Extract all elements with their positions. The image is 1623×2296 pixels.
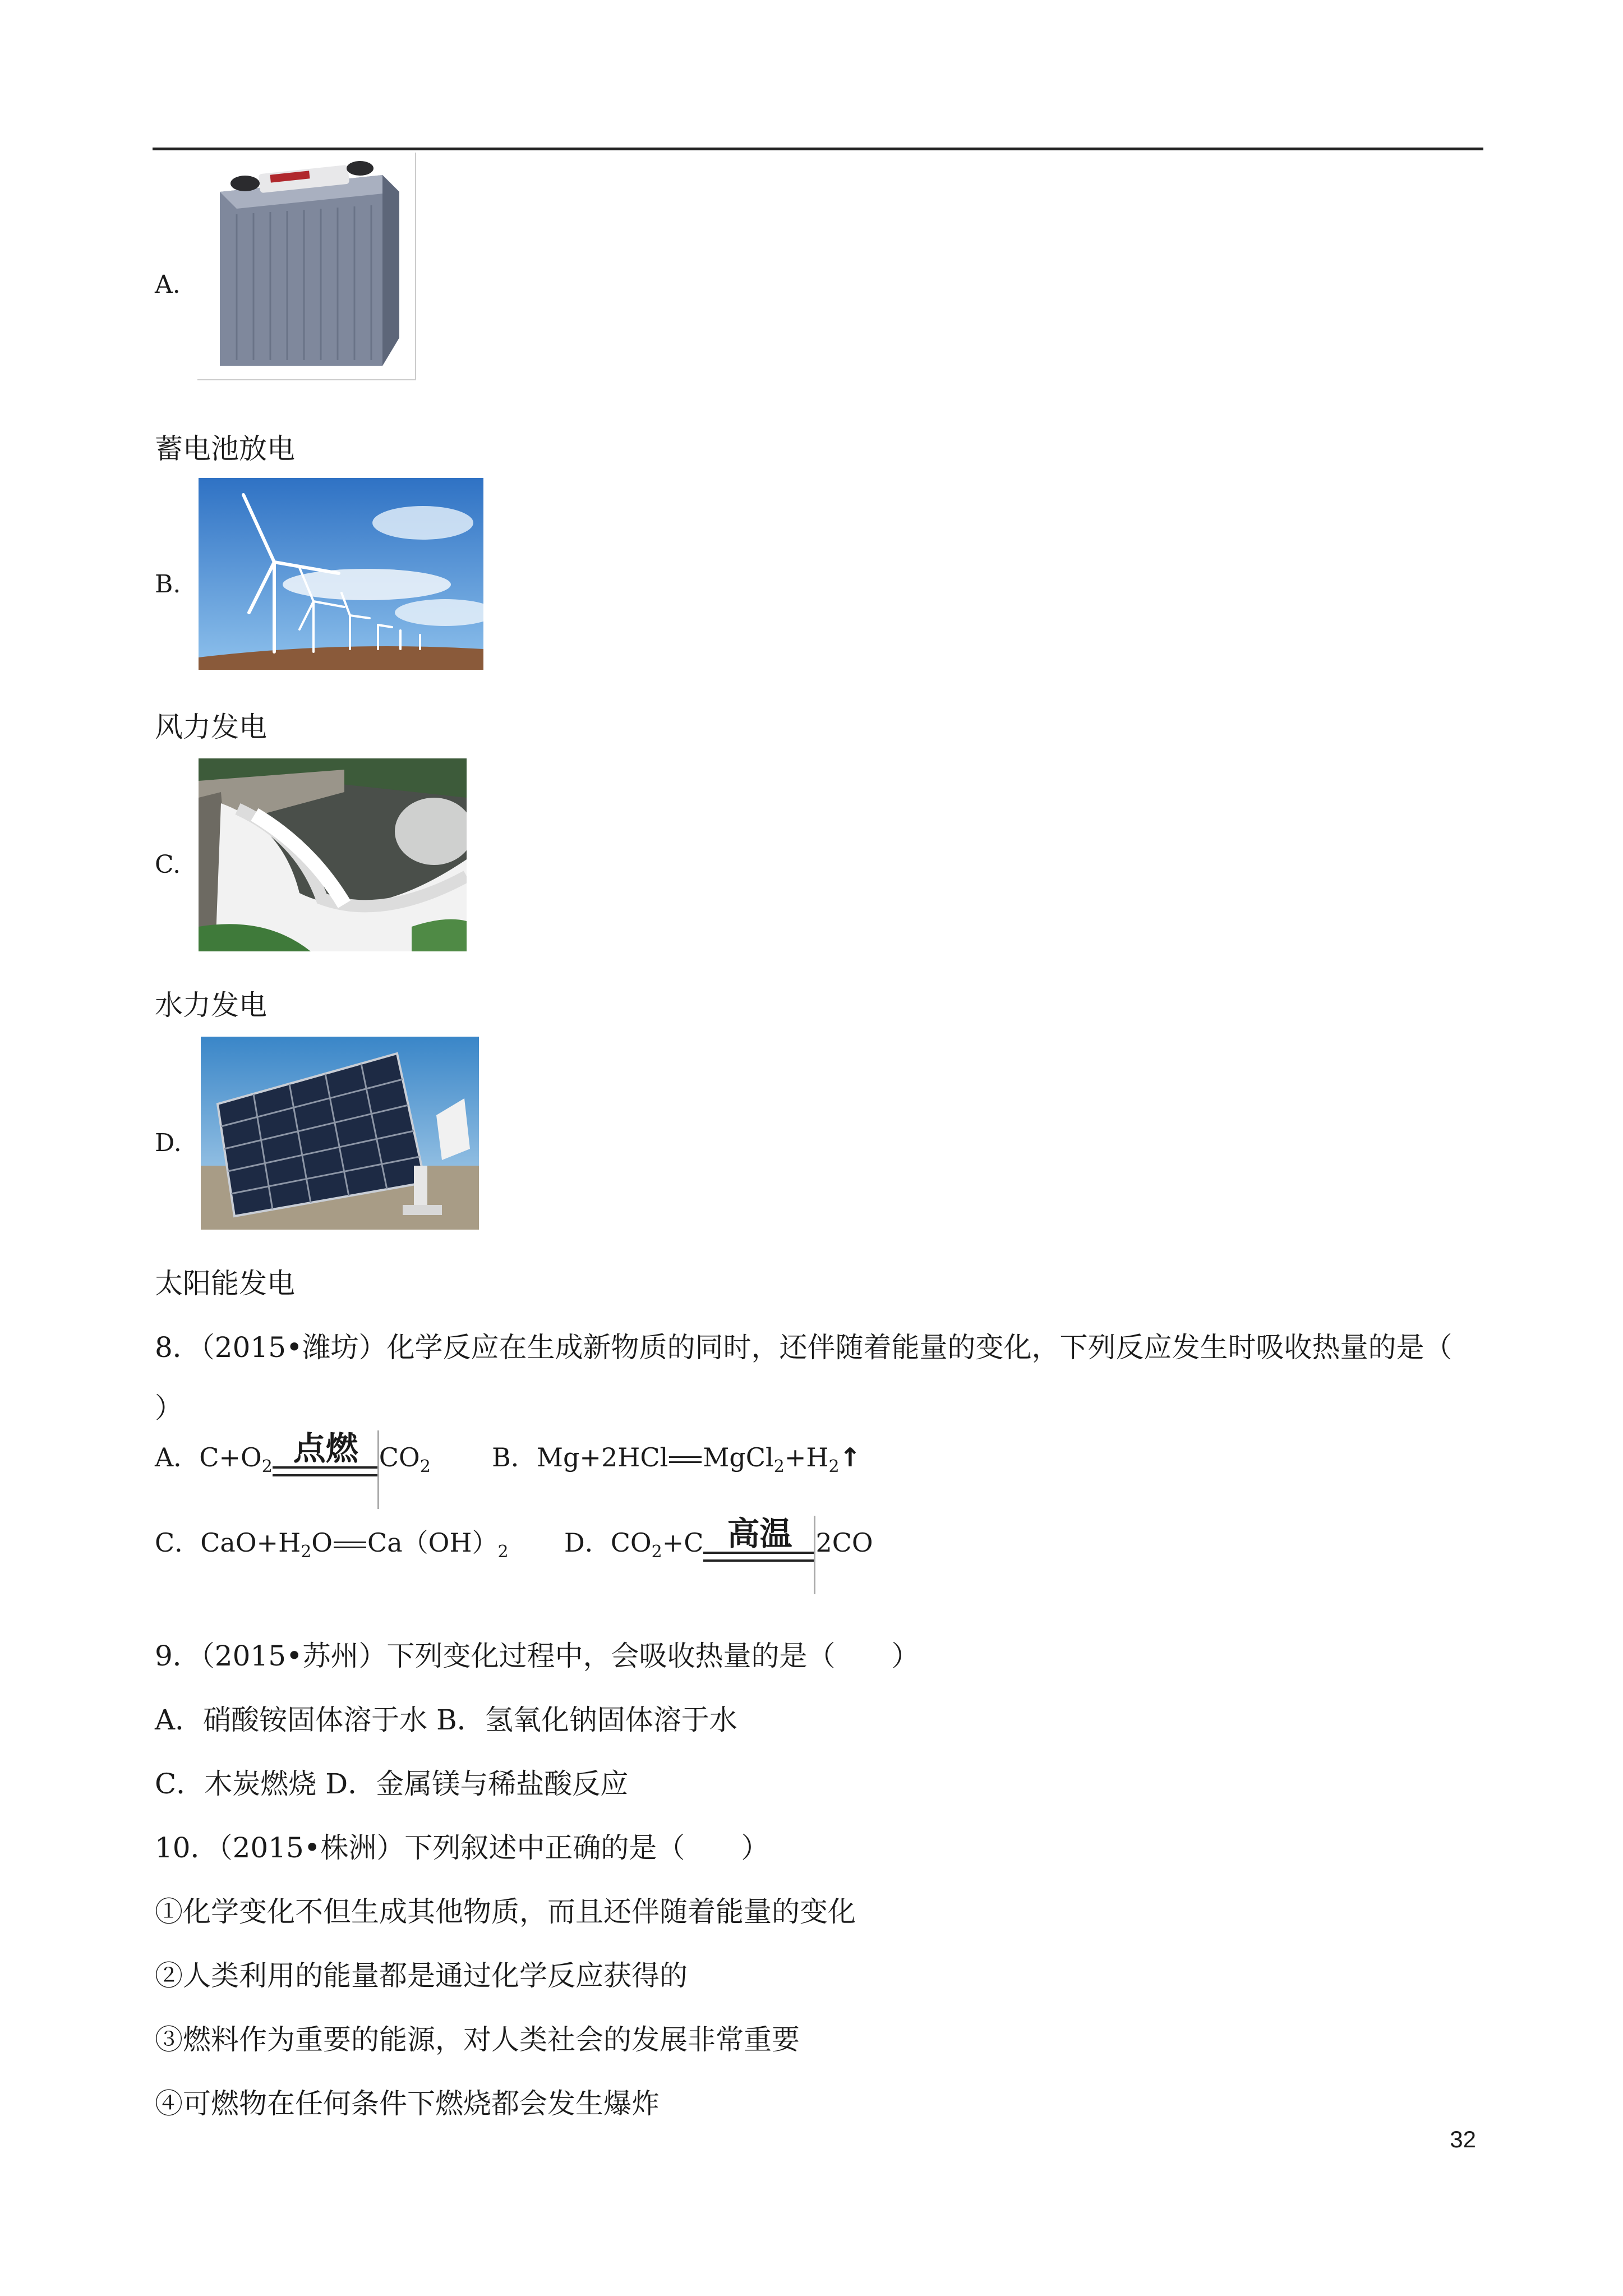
q8-d-condition-text: 高温	[727, 1515, 792, 1553]
q10-item-3: ③燃料作为重要的能源，对人类社会的发展非常重要	[155, 2023, 800, 2056]
wind-turbine-image	[199, 478, 483, 670]
q8-c-equals	[334, 1542, 366, 1548]
q8-c-reactants2: O	[311, 1527, 333, 1558]
q8-d-sub: 2	[651, 1542, 662, 1562]
q8-d-reactants: CO	[610, 1527, 652, 1558]
option-b-caption: 风力发电	[155, 711, 267, 743]
q8-c-reactants: CaO+H	[200, 1527, 301, 1558]
q8-c-product: Ca（OH）	[367, 1527, 498, 1558]
q10-item-2: ②人类利用的能量都是通过化学反应获得的	[155, 1959, 688, 1992]
option-c-label: C.	[155, 850, 181, 879]
q8-option-c-label: C．	[155, 1527, 201, 1558]
q8-d-condition-bars	[703, 1552, 815, 1562]
q8-b-product1: MgCl	[703, 1442, 774, 1473]
option-a-caption: 蓄电池放电	[155, 432, 295, 465]
q10-item-1: ①化学变化不但生成其他物质，而且还伴随着能量的变化	[155, 1895, 856, 1928]
q8-stem-line2: ）	[155, 1392, 183, 1424]
q8-c-sub: 2	[301, 1542, 312, 1562]
q10-item-4: ④可燃物在任何条件下燃烧都会发生爆炸	[155, 2087, 660, 2120]
q8-option-row-cd	[155, 1516, 873, 1562]
q8-d-reactants2: +C	[662, 1527, 704, 1558]
q8-a-sub: 2	[261, 1457, 273, 1476]
option-d-label: D.	[155, 1129, 182, 1157]
battery-image	[197, 153, 416, 380]
q8-d-product: 2CO	[815, 1527, 873, 1558]
q8-b-sub1: 2	[773, 1457, 785, 1476]
option-b-label: B.	[155, 570, 181, 599]
q8-a-condition-text: 点燃	[293, 1429, 358, 1467]
option-a-label: A.	[155, 270, 181, 299]
solar-panel-image	[201, 1037, 479, 1230]
q8-stem-line1: 8．（2015•潍坊）化学反应在生成新物质的同时，还伴随着能量的变化，下列反应发生时吸收热量的是（	[155, 1331, 1453, 1364]
option-c-caption: 水力发电	[155, 989, 267, 1022]
q8-a-product-sub: 2	[419, 1457, 431, 1476]
q8-b-reactants: Mg+2HCl	[536, 1442, 668, 1473]
q8-b-equals	[669, 1456, 702, 1463]
q8-d-condition-edge	[814, 1516, 815, 1594]
q8-option-a-label: A．	[155, 1442, 200, 1473]
q8-a-condition-bars	[273, 1466, 379, 1476]
q8-b-sub2: 2	[828, 1457, 840, 1476]
q8-d-condition	[703, 1516, 815, 1562]
q8-b-product2: +H	[784, 1442, 829, 1473]
hydropower-dam-image	[199, 758, 467, 951]
q8-a-product: CO	[379, 1442, 420, 1473]
q8-a-reactants: C+O	[199, 1442, 262, 1473]
q8-option-d-label: D．	[564, 1527, 611, 1558]
q8-c-product-sub: 2	[497, 1542, 509, 1562]
header-rule	[153, 148, 1483, 150]
q8-a-condition-edge	[377, 1430, 379, 1509]
q9-stem: 9．（2015•苏州）下列变化过程中，会吸收热量的是（ ）	[155, 1640, 920, 1672]
q8-option-row-ab	[155, 1430, 861, 1476]
q8-option-b-label: B．	[492, 1442, 537, 1473]
q8-b-gas-arrow-icon: ↑	[839, 1442, 861, 1473]
q10-stem: 10．（2015•株洲）下列叙述中正确的是（ ）	[155, 1832, 769, 1864]
q9-options-ab: A．硝酸铵固体溶于水 B．氢氧化钠固体溶于水	[155, 1704, 737, 1736]
option-d-caption: 太阳能发电	[155, 1267, 295, 1300]
page-number: 32	[1450, 2126, 1476, 2152]
q8-a-condition	[273, 1430, 379, 1476]
q9-options-cd: C．木炭燃烧 D．金属镁与稀盐酸反应	[155, 1768, 629, 1800]
